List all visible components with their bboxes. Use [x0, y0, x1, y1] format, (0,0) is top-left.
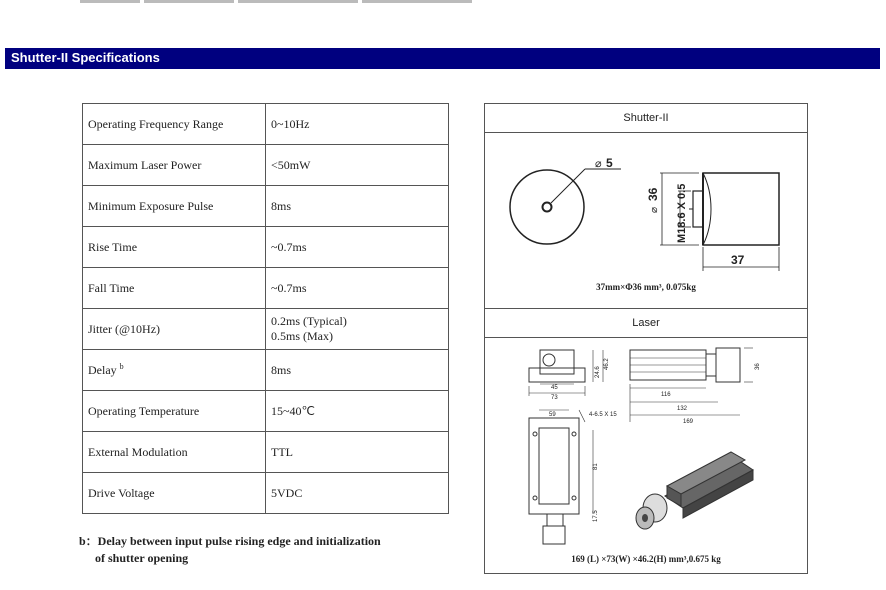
dim-45: 45: [551, 385, 558, 391]
hole-diameter-label: 5: [606, 156, 613, 170]
body-diameter-label: 36: [646, 187, 660, 201]
spec-row: [83, 104, 449, 145]
thread-label: M18.6 X 0.5: [676, 183, 688, 243]
section-header-bar: [5, 48, 880, 69]
dim-24-6: 24.6: [595, 366, 601, 378]
spec-label: Minimum Exposure Pulse: [83, 186, 266, 227]
svg-text:⌀: ⌀: [649, 206, 660, 213]
spec-value: ~0.7ms: [266, 268, 449, 309]
spec-row: [83, 227, 449, 268]
dim-holes: 4-6.5 X 15: [589, 412, 617, 418]
footnote-marker: b: [119, 362, 124, 371]
dimension-drawings-panel: [484, 103, 808, 574]
footnote-line-1: b：Delay between input pulse rising edge and initialization: [79, 534, 381, 548]
specs-table: [82, 103, 449, 514]
dim-116: 116: [661, 392, 671, 398]
spec-label: Operating Temperature: [83, 391, 266, 432]
laser-dimension-drawing: [485, 338, 807, 548]
shutter-aperture-hole: [543, 203, 552, 212]
dim-59: 59: [549, 412, 556, 418]
spec-value: 0.2ms (Typical) 0.5ms (Max): [266, 309, 449, 350]
dim-73: 73: [551, 395, 558, 401]
length-label: 37: [731, 253, 745, 267]
spec-label: Delay $^b$: [83, 350, 266, 391]
dim-81: 81: [593, 463, 599, 470]
spec-label: Jitter (@10Hz): [83, 309, 266, 350]
spec-label: Maximum Laser Power: [83, 145, 266, 186]
dim-17-5: 17.5: [593, 510, 599, 522]
dim-46-2: 46.2: [604, 358, 610, 370]
dim-36: 36: [755, 363, 761, 370]
dim-132: 132: [677, 406, 688, 412]
footnote-line-2: of shutter opening: [95, 551, 189, 565]
spec-label: Rise Time: [83, 227, 266, 268]
dim-169: 169: [683, 419, 694, 425]
spec-value: ~0.7ms: [266, 227, 449, 268]
spec-value: 0~10Hz: [266, 104, 449, 145]
hole-diameter-symbol: ⌀: [595, 158, 602, 170]
spec-row: [83, 350, 449, 391]
spec-row: [83, 186, 449, 227]
spec-label: Operating Frequency Range: [83, 104, 266, 145]
spec-label: External Modulation: [83, 432, 266, 473]
spec-value: 8ms: [266, 350, 449, 391]
laser-isometric-view: [636, 452, 753, 529]
spec-value: TTL: [266, 432, 449, 473]
spec-row: [83, 145, 449, 186]
spec-value: <50mW: [266, 145, 449, 186]
laser-caption: 169 (L) ×73(W) ×46.2(H) mm³,0.675 kg: [571, 554, 721, 564]
shutter-caption: 37mm×Φ36 mm³, 0.075kg: [596, 282, 696, 292]
spec-value: 8ms: [266, 186, 449, 227]
shutter-drawing-title: Shutter-II: [623, 112, 669, 124]
spec-label: Fall Time: [83, 268, 266, 309]
section-title: Shutter-II Specifications: [11, 50, 160, 65]
spec-value: 15~40℃: [266, 391, 449, 432]
spec-value: 5VDC: [266, 473, 449, 514]
spec-row: [83, 391, 449, 432]
spec-row: [83, 432, 449, 473]
spec-row: [83, 473, 449, 514]
spec-row: [83, 309, 449, 350]
divider: [485, 308, 807, 309]
truncated-previous-text: [80, 0, 500, 4]
spec-row: [83, 268, 449, 309]
shutter-body-side: [703, 173, 779, 245]
delay-footnote: [79, 533, 381, 567]
laser-drawing-title: Laser: [632, 317, 660, 329]
spec-label: Drive Voltage: [83, 473, 266, 514]
